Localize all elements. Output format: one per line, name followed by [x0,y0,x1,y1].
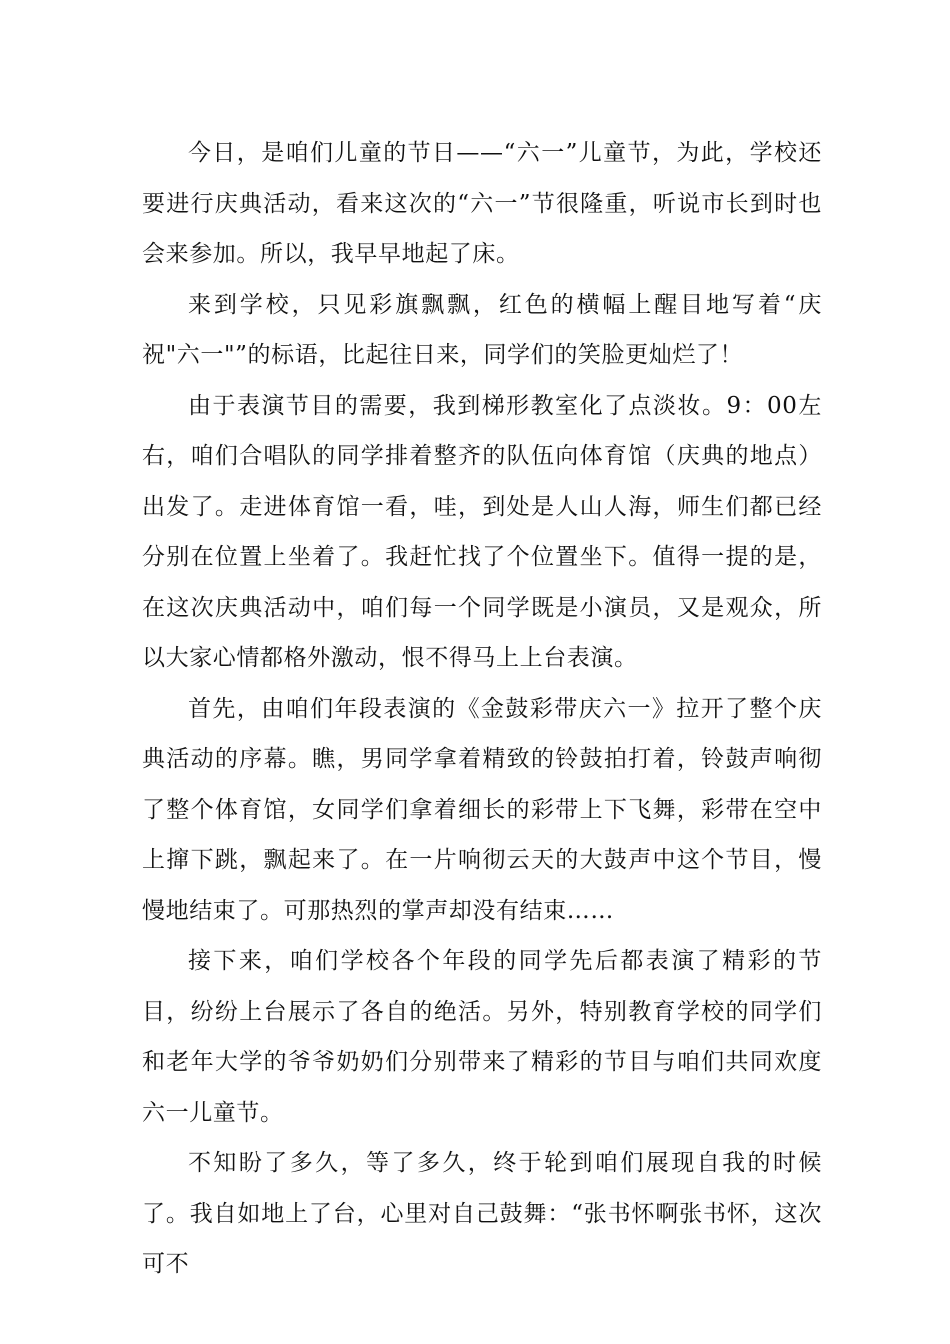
document-body [142,128,822,1290]
paragraph-5: 接下来，咱们学校各个年段的同学先后都表演了精彩的节目，纷纷上台展示了各自的绝活。另外，特别教育学校的同学们和老年大学的爷爷奶奶们分别带来了精彩的节目与咱们共同欢度六一儿童节。 [142,948,822,1126]
paragraph-4: 首先，由咱们年段表演的《金鼓彩带庆六一》拉开了整个庆典活动的序幕。瞧，男同学拿着精致的铃鼓拍打着，铃鼓声响彻了整个体育馆，女同学们拿着细长的彩带上下飞舞，彩带在空中上撺下跳，飘起来了。在一片响彻云天的大鼓声中这个节目，慢慢地结束了。可那热烈的掌声却没有结束…… [142,695,822,924]
paragraph-3: 由于表演节目的需要，我到梯形教室化了点淡妆。9：00左右，咱们合唱队的同学排着整齐的队伍向体育馆（庆典的地点）出发了。走进体育馆一看，哇，到处是人山人海，师生们都已经分别在位置上坐着了。我赶忙找了个位置坐下。值得一提的是，在这次庆典活动中，咱们每一个同学既是小演员，又是观众，所以大家心情都格外激动，恨不得马上上台表演。 [142,392,822,671]
paragraph-2: 来到学校，只见彩旗飘飘，红色的横幅上醒目地写着“庆祝"六一"”的标语，比起往日来，同学们的笑脸更灿烂了！ [142,291,822,368]
paragraph-6: 不知盼了多久，等了多久，终于轮到咱们展现自我的时候了。我自如地上了台，心里对自己鼓舞：“张书怀啊张书怀，这次可不 [142,1150,822,1277]
paragraph-1: 今日，是咱们儿童的节日——“六一”儿童节，为此，学校还要进行庆典活动，看来这次的“六一”节很隆重，听说市长到时也会来参加。所以，我早早地起了床。 [142,140,822,267]
